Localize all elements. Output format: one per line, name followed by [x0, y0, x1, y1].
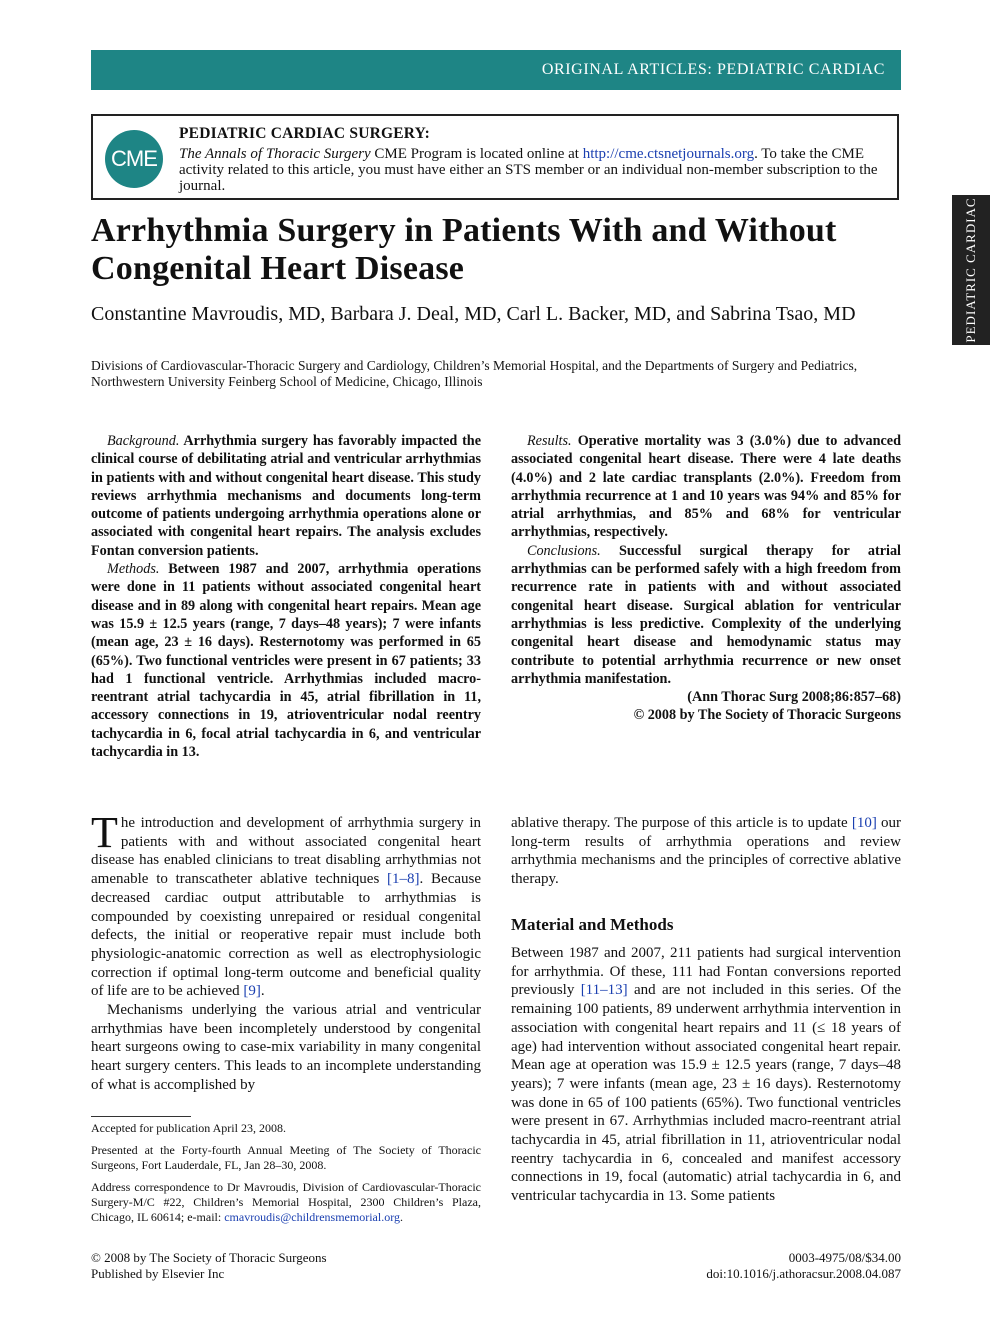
abstract-results: [511, 432, 901, 542]
footnote-correspondence: [91, 1180, 481, 1225]
intro-p3-b: our long-term results of arrhythmia operations and review arrhythmia mechanisms and the principles of corrective ablative therapy.: [511, 815, 901, 888]
intro-p3-a: ablative therapy. The purpose of this article is to update: [511, 815, 852, 831]
methods-text: Between 1987 and 2007, arrhythmia operations were done in 11 patients without associated congenital heart disease and in 89 along with congenital heart repairs. Mean age was 15.9 ± 12.5 years (range, 7 days–48 years); 7 were infants (mean age, 23 ± 16 days). Resternotomy was performed in 65 (65%). Two functional ventricles were present in 67 patients; 33 had 1 functional ventricle. Arrhythmias included macro-reentrant atrial tachycardia in 45, atrial fibrillation in 11, accessory connections in 19, atrioventricular nodal reentry tachycardia in 6, focal atrial tachycardia in 6, and ventricular tachycardia in 13.: [91, 561, 481, 761]
correspondence-text: Address correspondence to Dr Mavroudis, Division of Cardiovascular-Thoracic Surgery-M/C #22, Children’s Memorial Hospital, 2300 Children’s Plaza, Chicago, IL 60614; e-mail:: [91, 1180, 481, 1224]
cme-description: [179, 146, 879, 194]
methods-paragraph: [511, 944, 901, 1206]
abstract-conclusions: [511, 542, 901, 688]
methods-p-a: Between 1987 and 2007, 211 patients had surgical intervention for arrhythmia. Of these, 111 had Fontan conversions reported previously: [511, 945, 901, 999]
side-tab-label: PEDIATRIC CARDIAC: [963, 197, 978, 343]
results-text: Operative mortality was 3 (3.0%) due to advanced associated congenital heart disease. There were 4 late deaths (4.0%) and 2 late cardiac transplants (2.0%). Freedom from arrhythmia recurrence at 1 and 10 years was 94% and 85% for atrial arrhythmias, and 85% and 68% for ventricular arrhythmias, respectively.: [511, 433, 901, 541]
intro-p1-b: . Because decreased cardiac output attributable to arrhythmias is compounded by coexisting unrepaired or residual congenital defects, the initial or reoperative repair must include both physiologic-anatomic correction as well as electrophysiologic correction if optimal long-term outcome and beneficial quality of life are to be achieved: [91, 871, 481, 1000]
side-section-tab: [952, 195, 990, 345]
abstract-methods: [91, 560, 481, 761]
footnote-accepted: Accepted for publication April 23, 2008.: [91, 1121, 286, 1135]
cme-journal-name: The Annals of Thoracic Surgery: [179, 146, 371, 162]
intro-p1-a: he introduction and development of arrhythmia surgery in patients with and without associated congenital heart disease has enabled clinicians to treat disabling arrhythmias not amenable to transcatheter ablative techniques: [91, 815, 481, 888]
results-label: Results.: [527, 433, 572, 449]
reference-link[interactable]: [9]: [243, 983, 261, 1000]
cme-box: [91, 114, 899, 200]
reference-link[interactable]: [10]: [851, 815, 877, 831]
cme-heading: PEDIATRIC CARDIAC SURGERY:: [179, 125, 430, 142]
conclusions-label: Conclusions.: [527, 542, 601, 559]
reference-link[interactable]: [11–13]: [580, 982, 628, 999]
footer-doi: doi:10.1016/j.athoracsur.2008.04.087: [706, 1266, 901, 1281]
section-heading-methods: Material and Methods: [511, 915, 674, 934]
cme-text-1: CME Program is located online at: [370, 146, 583, 162]
intro-column-right: [511, 814, 901, 889]
cme-link[interactable]: http://cme.ctsnetjournals.org: [582, 146, 755, 162]
intro-column-left: [91, 814, 481, 1110]
abstract-copyright: © 2008 by The Society of Thoracic Surgeons: [633, 707, 901, 724]
footer-left: [91, 1250, 327, 1282]
footnote-divider: [91, 1116, 191, 1117]
intro-paragraph-1: [91, 814, 481, 1001]
section-banner: [91, 50, 901, 90]
abstract-background: [91, 432, 481, 560]
cme-text-2: . To take the CME activity related to this article, you must have either an STS member or an individual non-member subscription to the journal.: [179, 146, 878, 194]
methods-label: Methods.: [107, 561, 160, 578]
article-title: Arrhythmia Surgery in Patients With and Without Congenital Heart Disease: [91, 212, 837, 287]
abstract-citation: (Ann Thorac Surg 2008;86:857–68): [687, 689, 901, 706]
footer-right: [706, 1250, 901, 1282]
correspondence-email-link[interactable]: cmavroudis@childrensmemorial.org: [224, 1210, 400, 1224]
footer-issn: 0003-4975/08/$34.00: [788, 1250, 901, 1265]
cme-logo: CME: [105, 130, 163, 188]
correspondence-end: .: [400, 1210, 403, 1224]
abstract-column-left: [91, 432, 481, 761]
intro-paragraph-2: Mechanisms underlying the various atrial and ventricular arrhythmias have been incompletely understood by congenital heart surgeons owing to case-mix variability in many congenital heart surgery centers. This leads to an incomplete understanding of what is accomplished by: [91, 1002, 481, 1093]
article-affiliation: Divisions of Cardiovascular-Thoracic Surgery and Cardiology, Children’s Memorial Hospital, and the Departments of Surgery and Pediatrics, Northwestern University Feinberg School of Medicine, Chicago, Illinois: [91, 358, 858, 389]
background-label: Background.: [107, 433, 180, 449]
conclusions-text: Successful surgical therapy for atrial arrhythmias can be performed safely with a high freedom from recurrence rate in patients with and without associated congenital heart disease. Surgical ablation for ventricular arrhythmias is less predictive. Complexity of the underlying congenital heart disease and hemodynamic status may contribute to potential arrhythmia recurrence or new onset arrhythmia manifestation.: [511, 542, 901, 687]
article-authors: Constantine Mavroudis, MD, Barbara J. Deal, MD, Carl L. Backer, MD, and Sabrina Tsao, MD: [91, 303, 856, 325]
methods-column: [511, 944, 901, 1230]
footnotes: [91, 1121, 481, 1232]
abstract-column-right: [511, 432, 901, 725]
footnote-presented: Presented at the Forty-fourth Annual Meeting of The Society of Thoracic Surgeons, Fort Lauderdale, FL, Jan 28–30, 2008.: [91, 1143, 481, 1172]
intro-paragraph-3: [511, 814, 901, 889]
methods-p-b: and are not included in this series. Of the remaining 100 patients, 89 underwent arrhythmia intervention in association with congenital heart repairs and 11 (≤ 18 years of age) had intervention without associated congenital heart repair. Mean age at operation was 15.9 ± 12.5 years (range, 7 days–48 years); 7 were infants (mean age, 23 ± 16 days). Resternotomy was done in 65 of 100 patients (65%). Two functional ventricles were present in 67. Arrhythmias included macro-reentrant atrial tachycardia in 45, atrial fibrillation in 11, atrioventricular nodal reentry tachycardia in 6, concealed and manifest accessory connections in 19, focal (automatic) atrial tachycardia in 6, and ventricular tachycardia in 13. Some patients: [511, 982, 901, 1205]
background-text: Arrhythmia surgery has favorably impacted the clinical course of debilitating atrial and ventricular arrhythmias in patients with and without congenital heart disease. This study reviews arrhythmia mechanisms and documents long-term outcome of patients undergoing arrhythmia operations alone or associated with congenital heart repairs. The analysis excludes Fontan conversion patients.: [91, 433, 481, 559]
banner-label: ORIGINAL ARTICLES: PEDIATRIC CARDIAC: [541, 61, 885, 78]
drop-cap: T: [91, 814, 118, 857]
reference-link[interactable]: [1–8]: [387, 871, 420, 888]
intro-p1-c: .: [260, 983, 265, 1000]
footer-publisher: Published by Elsevier Inc: [91, 1266, 225, 1281]
footer-copyright: © 2008 by The Society of Thoracic Surgeons: [91, 1250, 327, 1265]
